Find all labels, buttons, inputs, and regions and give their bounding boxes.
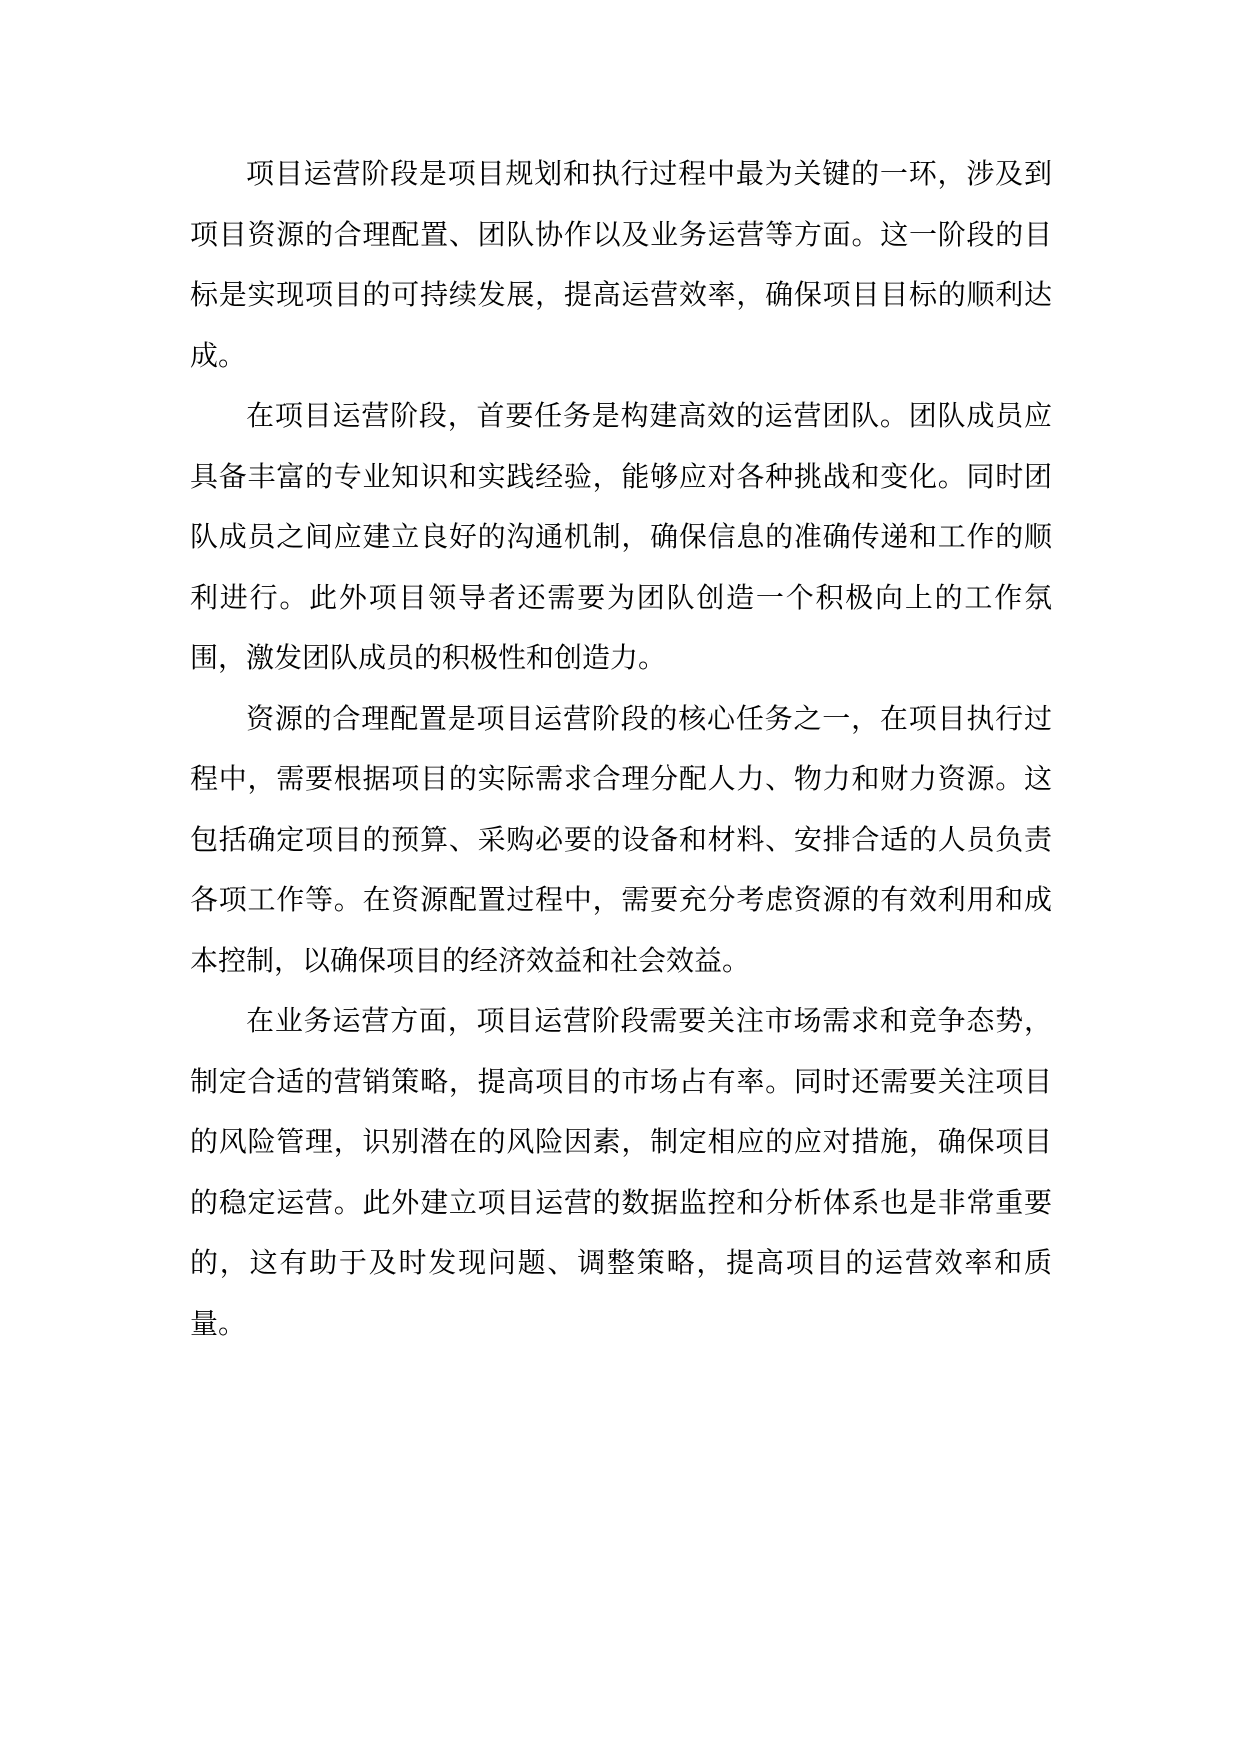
paragraph-2: 在项目运营阶段，首要任务是构建高效的运营团队。团队成员应具备丰富的专业知识和实践经验，能够应对各种挑战和变化。同时团队成员之间应建立良好的沟通机制，确保信息的准确传递和工作的顺利进行。此外项目领导者还需要为团队创造一个积极向上的工作氛围，激发团队成员的积极性和创造力。	[190, 399, 1052, 674]
paragraph-4: 在业务运营方面，项目运营阶段需要关注市场需求和竞争态势，制定合适的营销策略，提高项目的市场占有率。同时还需要关注项目的风险管理，识别潜在的风险因素，制定相应的应对措施，确保项目的稳定运营。此外建立项目运营的数据监控和分析体系也是非常重要的，这有助于及时发现问题、调整策略，提高项目的运营效率和质量。	[190, 1004, 1052, 1340]
document-body	[190, 144, 1052, 1354]
paragraph-1: 项目运营阶段是项目规划和执行过程中最为关键的一环，涉及到项目资源的合理配置、团队协作以及业务运营等方面。这一阶段的目标是实现项目的可持续发展，提高运营效率，确保项目目标的顺利达成。	[190, 157, 1052, 372]
paragraph-3: 资源的合理配置是项目运营阶段的核心任务之一，在项目执行过程中，需要根据项目的实际需求合理分配人力、物力和财力资源。这包括确定项目的预算、采购必要的设备和材料、安排合适的人员负责各项工作等。在资源配置过程中，需要充分考虑资源的有效利用和成本控制，以确保项目的经济效益和社会效益。	[190, 701, 1052, 977]
